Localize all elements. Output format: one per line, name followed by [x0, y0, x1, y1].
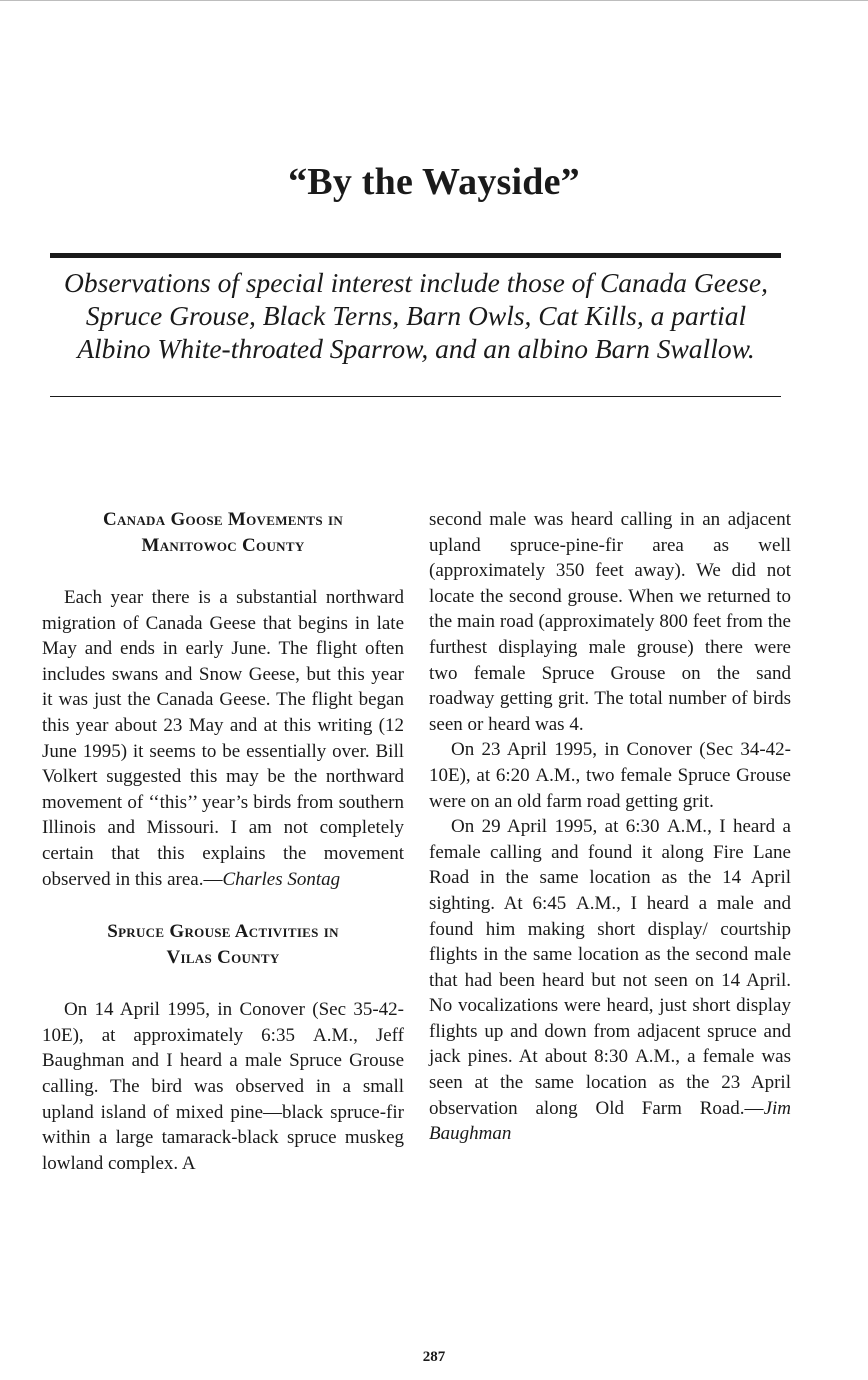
heading-line: Spruce Grouse Activities in — [107, 921, 339, 943]
time-am: A.M. — [535, 764, 576, 786]
abstract — [40, 266, 792, 365]
author-byline: Charles Sontag — [222, 868, 341, 890]
body-text: Each year there is a substantial northward migration of Canada Geese that begins in late May and ends in early June. The flight often includes swans and Snow Geese, but this year it was just the Canada Geese. The flight began this year about 23 May and at this writing (12 June 1995) it seems to be essentially over. Bill Volkert suggested this may be the northward movement of ‘‘this’’ year’s birds from southern Illinois and Missouri. I am not completely certain that this explains the movement observed in this area.— — [42, 587, 404, 890]
left-column — [42, 507, 404, 1176]
body-text: , I heard a male and found him making short display/ courtship flights in the same location as the second male that had been heard but not seen on 14 April. No vocalizations were heard, just short display flights up and down from adjacent spruce and jack pines. At about 8:30 — [429, 892, 791, 1068]
page-number: 287 — [422, 1349, 446, 1365]
body-text: On 23 April 1995, in Conover (Sec 34-42-10E), at 6:20 — [429, 739, 791, 786]
abstract-line: Spruce Grouse, Black Terns, Barn Owls, Cat Kills, a partial — [85, 300, 747, 331]
section-heading-spruce-grouse — [42, 919, 404, 971]
body-text: On 29 April 1995, at 6:30 — [451, 816, 667, 838]
spruce-grouse-paragraph-1 — [42, 997, 404, 1176]
body-text: On 14 April 1995, in Conover (Sec 35-42-10E), at approximately 6:35 — [42, 999, 404, 1046]
time-am: A.M. — [576, 892, 617, 914]
top-edge-rule — [0, 0, 868, 1]
heading-line: Manitowoc County — [141, 535, 305, 556]
spruce-grouse-paragraph-1-continued: second male was heard calling in an adjacent upland spruce-pine-fir area as well (approximately 350 feet away). We did not locate the second grouse. When we returned to the main road (approximately 800 feet from the furthest displaying male grouse) there were two female Spruce Grouse on the sand roadway getting grit. The total number of birds seen or heard was 4. — [429, 509, 791, 735]
abstract-line: Albino White-throated Sparrow, and an albino Barn Swallow. — [77, 333, 755, 364]
abstract-rule-thin — [50, 396, 781, 397]
abstract-line: Observations of special interest include those of Canada Geese, — [64, 267, 768, 298]
body-text: , a female was seen at the same location as the 23 April observation along Old Farm Road.— — [429, 1046, 791, 1119]
body-text: , two female Spruce Grouse were on an old farm road getting grit. — [429, 764, 791, 812]
right-column — [429, 507, 791, 1147]
section-heading-canada-goose — [42, 507, 404, 559]
title-rule-thick — [50, 253, 781, 258]
author-byline: Jim Baughman — [429, 1097, 791, 1145]
spruce-grouse-paragraph-3 — [429, 814, 791, 1147]
article-title: “By the Wayside” — [288, 161, 580, 203]
heading-line: Vilas County — [166, 947, 280, 969]
time-am: A.M. — [666, 816, 708, 838]
body-text: , Jeff Baughman and I heard a male Spruce Grouse calling. The bird was observed in a small upland island of mixed pine—black spruce-fir within a large tamarack-black spruce muskeg lowland complex. A — [42, 1024, 404, 1174]
spruce-grouse-paragraph-2 — [429, 737, 791, 814]
canada-goose-paragraph — [42, 585, 404, 892]
heading-line: Canada Goose Movements in — [102, 509, 344, 530]
body-text: , I heard a female calling and found it along Fire Lane Road in the same location as the 14 April sighting. At 6:45 — [429, 816, 791, 914]
time-am: A.M. — [312, 1024, 354, 1046]
time-am: A.M. — [635, 1046, 676, 1068]
